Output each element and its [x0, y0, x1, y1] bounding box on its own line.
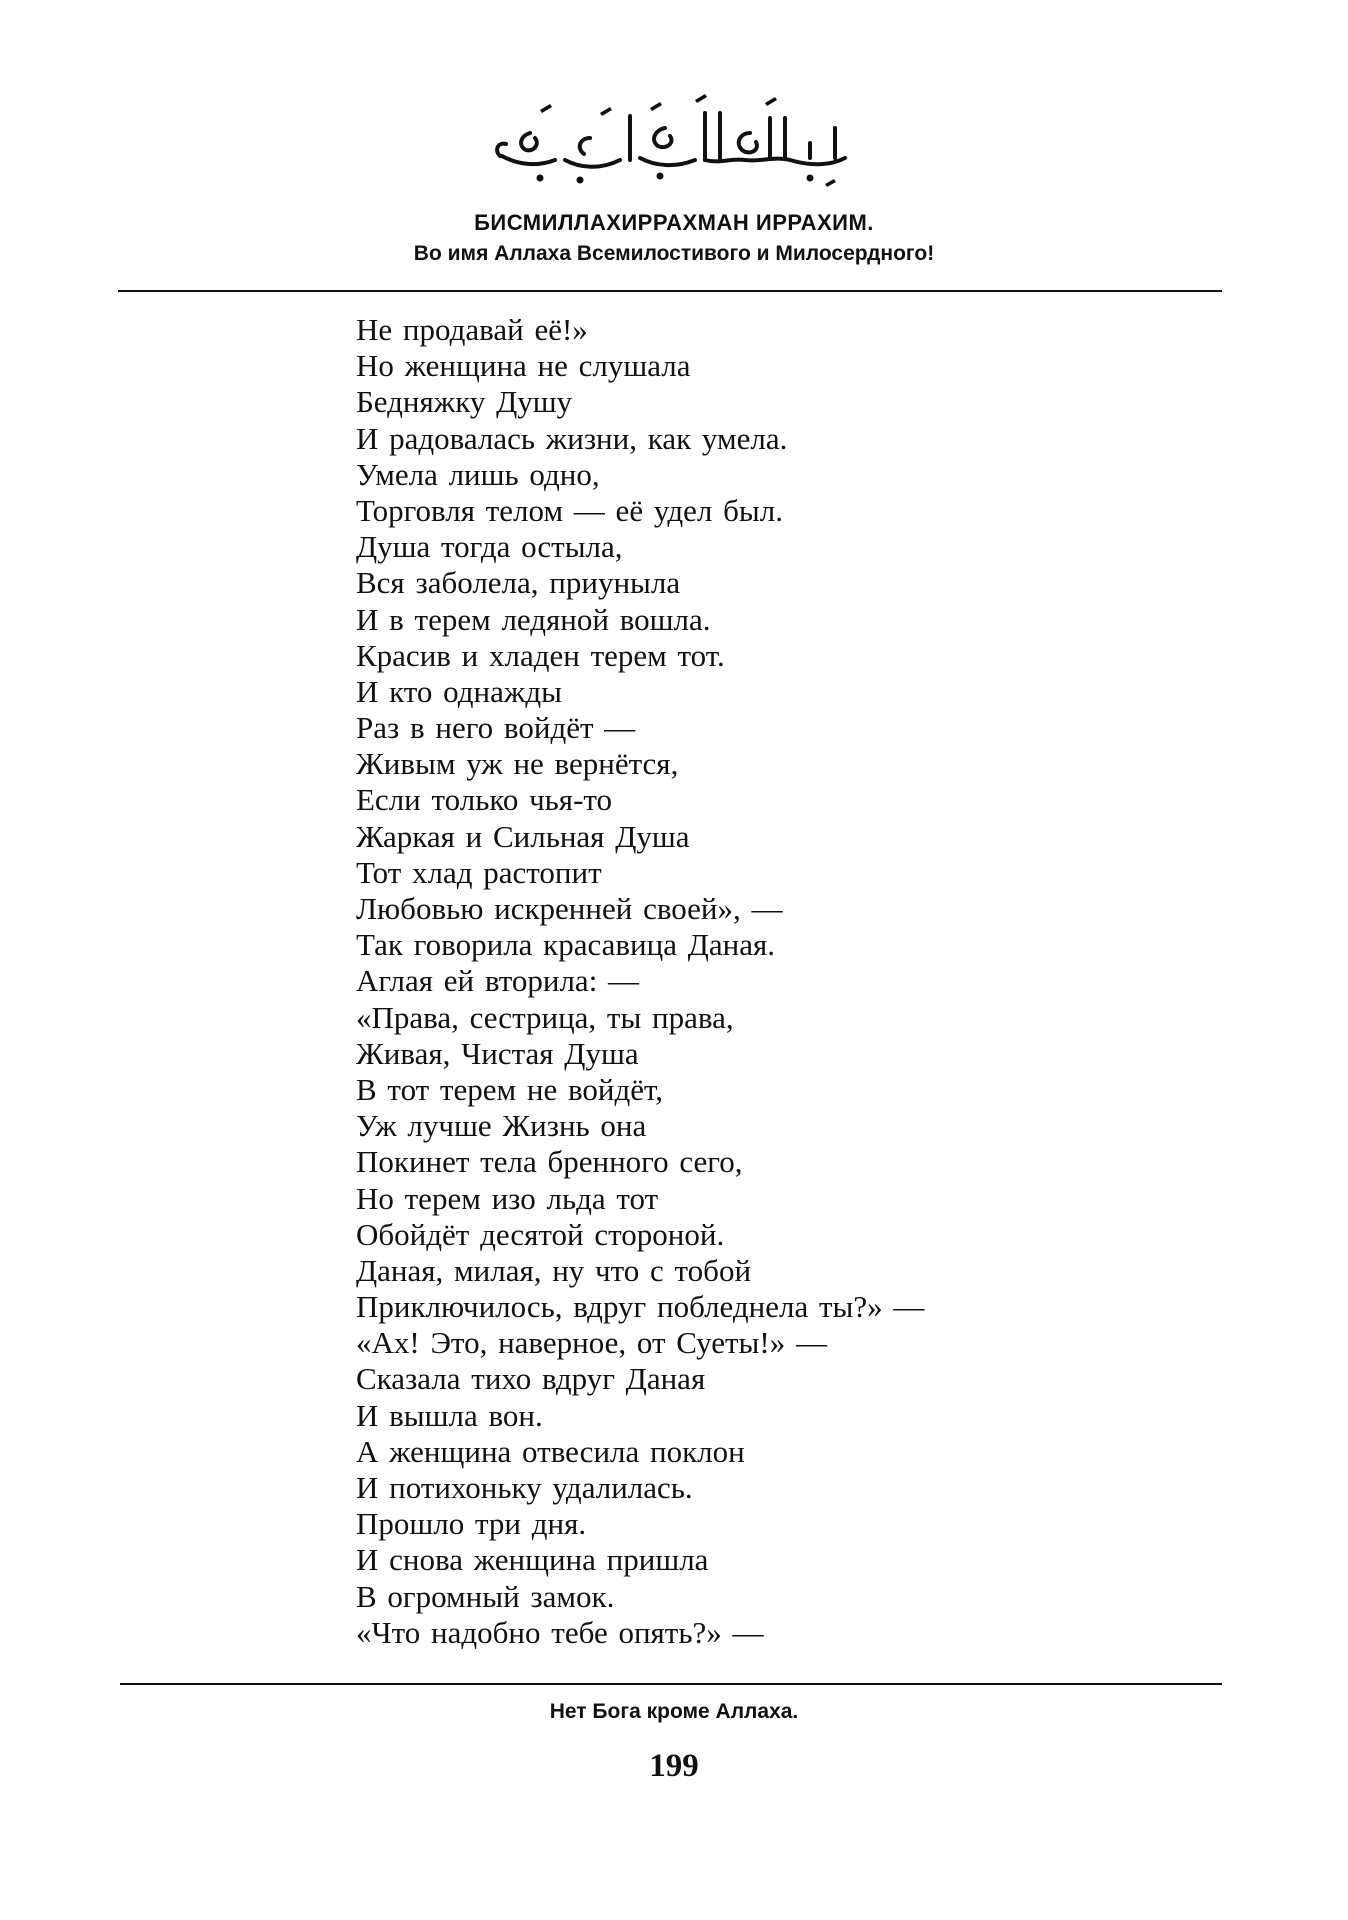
poem-line: Приключилось, вдруг побледнела ты?» —	[356, 1289, 925, 1325]
poem-line: Красив и хладен терем тот.	[356, 637, 725, 673]
poem-line: В тот терем не войдёт,	[356, 1071, 663, 1107]
poem-line: Раз в него войдёт —	[356, 710, 636, 746]
poem-line: И вышла вон.	[356, 1397, 543, 1433]
poem-line: Торговля телом — её удел был.	[356, 492, 783, 528]
poem-line: И потихоньку удалилась.	[356, 1470, 693, 1505]
poem-line: Жаркая и Сильная Душа	[356, 818, 690, 854]
poem-line: И в терем ледяной вошла.	[356, 601, 711, 637]
header-title: БИСМИЛЛАХИРРАХМАН ИРРАХИМ.	[474, 210, 874, 235]
poem-line: Но женщина не слушала	[356, 348, 691, 384]
poem-line: Покинет тела бренного сего,	[356, 1144, 743, 1180]
poem-text	[356, 312, 1136, 1651]
header-subtitle: Во имя Аллаха Всемилостивого и Милосердного!	[413, 242, 935, 265]
poem-line: «Что надобно тебе опять?» —	[356, 1614, 764, 1650]
footer-text: Нет Бога кроме Аллаха.	[549, 1700, 799, 1723]
poem-line: Живым уж не вернётся,	[356, 746, 679, 782]
poem-line: Живая, Чистая Душа	[356, 1035, 639, 1071]
poem-line: Любовью искренней своей», —	[356, 891, 783, 926]
page-number: 199	[649, 1748, 699, 1784]
poem-line: А женщина отвесила поклон	[356, 1433, 745, 1469]
poem-line: И кто однажды	[356, 673, 562, 709]
poem-line: «Права, сестрица, ты права,	[356, 999, 734, 1035]
poem-line: Так говорила красавица Даная.	[356, 927, 775, 963]
poem-line: В огромный замок.	[356, 1578, 615, 1614]
poem-line: Тот хлад растопит	[356, 854, 602, 890]
poem-line: Прошло три дня.	[356, 1506, 587, 1542]
poem-line: Умела лишь одно,	[356, 456, 600, 492]
poem-line: Уж лучше Жизнь она	[356, 1108, 647, 1144]
footer-divider	[120, 1683, 1222, 1685]
poem-line: Если только чья-то	[356, 782, 613, 818]
poem-line: И снова женщина пришла	[356, 1542, 709, 1578]
bismillah-calligraphy	[480, 88, 860, 198]
poem-line: Аглая ей вторила: —	[356, 963, 640, 999]
poem-line: И радовалась жизни, как умела.	[356, 420, 788, 456]
poem-line: «Ах! Это, наверное, от Суеты!» —	[356, 1325, 827, 1361]
poem-line: Обойдёт десятой стороной.	[356, 1216, 725, 1252]
poem-line: Душа тогда остыла,	[356, 529, 623, 565]
poem-line: Бедняжку Душу	[356, 384, 573, 420]
poem-line: Даная, милая, ну что с тобой	[356, 1252, 752, 1288]
header-divider	[118, 290, 1222, 292]
poem-line: Не продавай её!»	[356, 312, 588, 347]
poem-line: Вся заболела, приуныла	[356, 565, 681, 601]
poem-line: Но терем изо льда тот	[356, 1180, 659, 1216]
poem-line: Сказала тихо вдруг Даная	[356, 1361, 706, 1397]
